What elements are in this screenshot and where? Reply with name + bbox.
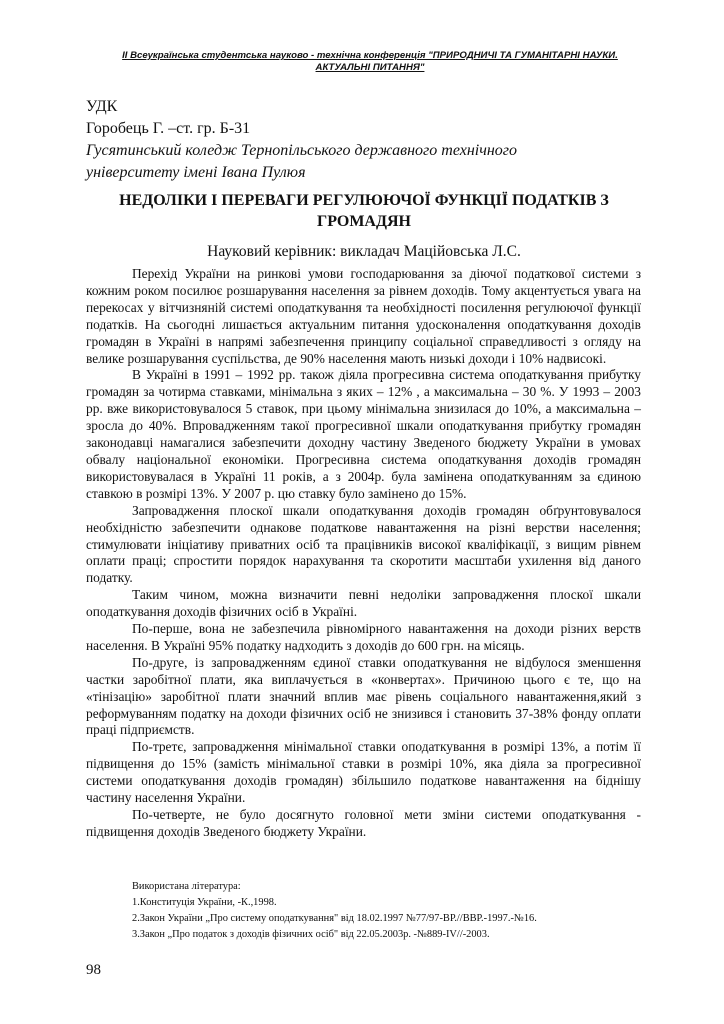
article-title-line-2: ГРОМАДЯН [317, 213, 411, 230]
paragraph: По-друге, із запровадженням єдиної ставки оподаткування не відбулося зменшення частки заробітної плати, яка виплачується в «конвертах». Причиною цього є те, що на «тінізацію» заробітної плати значний вплив має рівень соціального навантаження,який з реформуванням податку на доходи фізичних осіб не знизився і становить 37-38% фонду оплати праці підприємств. [86, 654, 641, 738]
supervisor-line: Науковий керівник: викладач Маційовська Л.С. [207, 243, 521, 260]
references-list [132, 879, 652, 943]
reference-item: 2.Закон України „Про систему оподаткування" від 18.02.1997 №77/97-ВР.//ВВР.-1997.-№16. [132, 913, 537, 924]
article-body [86, 266, 641, 841]
paragraph: По-перше, вона не забезпечила рівномірного навантаження на доходи різних верств населення. В Україні 95% податку надходить з доходів до 600 грн. на місяць. [86, 621, 641, 653]
conference-header [95, 50, 645, 74]
institution-line-2: університету імені Івана Пулюя [86, 164, 306, 181]
paragraph: Таким чином, можна визначити певні недоліки запровадження плоскої шкали оподаткування доходів фізичних осіб в Україні. [86, 587, 641, 620]
author-block [86, 96, 517, 184]
references-heading: Використана література: [132, 881, 241, 892]
paragraph: Перехід України на ринкові умови господарювання за діючої податкової системи з кожним роком посилює розшарування населення за рівнем доходів. Тому акцентується увага на перекосах у вітчизняній системі оподаткування та необхідності посилення регулюючої функції податків. На сьогодні лишається актуальним питання удосконалення оподаткування доходів громадян в Україні в напрямі забезпечення принципу соціальної справедливості з огляду на велике розшарування суспільства, де 90% населення мають низькі доходи і 10% надвисокі. [86, 266, 641, 366]
author-name: Горобець Г. –ст. гр. Б-31 [86, 120, 251, 137]
page-number: 98 [86, 962, 101, 978]
reference-item: 3.Закон „Про податок з доходів фізичних осіб" від 22.05.2003р. -№889-IV//-2003. [132, 929, 490, 940]
paragraph: По-третє, запровадження мінімальної ставки оподаткування в розмірі 13%, а потім її підвищення до 15% (замість мінімальної ставки в розмірі 10%, яка діяла за прогресивної системи оподаткування доходів громадян) збільшило податкове навантаження на біднішу частину населення України. [86, 739, 641, 806]
udc-label: УДК [86, 98, 118, 115]
paragraph: В Україні в 1991 – 1992 рр. також діяла прогресивна система оподаткування прибутку громадян за чотирма ставками, мінімальна з яких – 12% , а максимальна – 30 %. У 1993 – 2003 рр. вже використовувалося 5 ставок, при цьому мінімальна знизилася до 10%, а максимальна – зросла до 40%. Впровадженням такої прогресивної шкали оподаткування прибутку громадян законодавці намагалися забезпечити доходну частину Зведеного бюджету України в умовах обвалу національної економіки. Прогресивна система оподаткування доходів громадян використовувалася в Україні 11 років, а з 2004р. була замінена оподаткуванням за єдиною ставкою в розмірі 13%. У 2007 р. цю ставку було замінено до 15%. [86, 367, 641, 501]
paragraph: По-четверте, не було досягнуто головної мети зміни системи оподаткування - підвищення доходів Зведеного бюджету України. [86, 807, 641, 839]
conference-header-line-2: АКТУАЛЬНІ ПИТАННЯ" [315, 62, 425, 73]
paragraph: Запровадження плоскої шкали оподаткування доходів громадян обґрунтовувалося необхідністю забезпечити однакове податкове навантаження на різні верстви населення; стимулювати ініціативу приватних осіб та працівників високої кваліфікації, з вищим рівнем оплати праці; спростити порядок нарахування та скоротити масштаби ухилення від даного податку. [86, 502, 641, 586]
conference-header-line-1: ІІ Всеукраїнська студентська науково - технічна конференція "ПРИРОДНИЧІ ТА ГУМАНІТАРНІ НАУКИ. [122, 50, 618, 61]
institution-line-1: Гусятинський коледж Тернопільського державного технічного [86, 142, 518, 159]
article-title-line-1: НЕДОЛІКИ І ПЕРЕВАГИ РЕГУЛЮЮЧОЇ ФУНКЦІЇ ПОДАТКІВ З [119, 192, 609, 209]
article-title [86, 190, 642, 232]
reference-item: 1.Конституція України, -К.,1998. [132, 897, 277, 908]
